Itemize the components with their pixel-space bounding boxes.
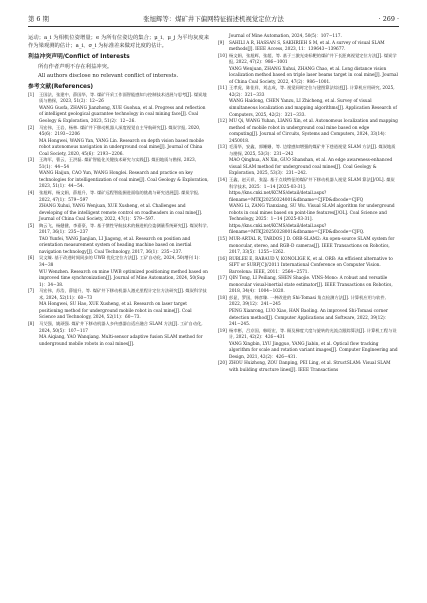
reference-entry xyxy=(218,361,399,374)
reference-entry xyxy=(28,289,209,322)
reference-text: 王国法，张建中，薛国华，等. 煤矿开采工作面智能感知与控制技术进展与思考[J]. 煤炭地质与勘探，2023, 51(2)：12−26 xyxy=(39,92,207,105)
reference-text: WANG Li, ZANG Tianxiang, SU Wu. Visual SLAM algorithm for underground robots in coal mines based on point-line features[J/OL]. Coal Science and Technology, 2025：1−14 [2025-03-31]. https://kns.cnki.net/KCMS/detail/detail.aspx?filename=MTKJ20250328001&dbname=CJFD&dbcode=CJFQ. xyxy=(229,204,395,236)
reference-entry xyxy=(218,276,399,296)
reference-number: [3] xyxy=(28,158,35,164)
reference-text: 马宏伟，苏浩，薛旭升，等. 煤矿井下移动机器人激光里程计定位方法研究[J]. 煤炭科学技术, 2024, 52(11)：60−73 xyxy=(39,289,207,301)
reference-entry xyxy=(218,119,399,145)
reference-text: 陶云飞，杨健健，李嘉豪，等. 基于惯性导航技术的掘进机位姿测量系统研究[J]. 煤炭科学, 2017, 36(1)：235−237 xyxy=(39,223,209,236)
reference-number: [16] xyxy=(218,256,227,262)
reference-number: [10] xyxy=(218,53,227,59)
reference-entry xyxy=(28,322,209,348)
reference-number: [7] xyxy=(28,289,35,295)
reference-entry xyxy=(28,93,209,126)
reference-number: [18] xyxy=(218,295,227,301)
reference-number: [17] xyxy=(218,276,227,282)
reference-entry xyxy=(28,224,209,257)
reference-text: MAO Qinghua, AN Xin, GUO Shanshan, et al. An edge awareness-enhanced visual SLAM method for underground coal mines[J]. Coal Geology & Exploration, 2025, 53(3)：231−242. xyxy=(229,158,393,177)
reference-text: MA Aiqiang, YAO Wanqiang. Multi-sensor adaptive fusion SLAM method for underground mobile robots in coal mines[J]. xyxy=(39,335,203,347)
reference-text: 彭显，罗国，韩彦臻. 一种改进的 Shi-Tomasi 角点检测方法[J]. 计算机应用与软件, 2022, 39(12)：241−245 xyxy=(229,295,386,308)
reference-text: WANG Guofa, ZHANG Jianzhong, XUE Guohua, et al. Progress and reflection of intelligent geological guarantee technology in coal mining face[J]. Coal Geology & Exploration, 2023, 51(2)：12−26. xyxy=(39,105,206,124)
reference-text: TAO Yunfei, YANG Jianjian, LI Jiagong, et al. Research on position and orientation measurement system of heading machine based on inertial navigation technology[J]. Coal Technology, 2017, 36(1)：235−237. xyxy=(39,236,192,255)
reference-text: 毛清华，安鑫，郭姗姗，等. 边缘感知增强的煤矿井下巷道视觉 SLAM 方法[J]. 煤炭地质与勘探, 2025, 53(3)：231−242 xyxy=(229,145,396,157)
reference-number: [5] xyxy=(28,223,35,229)
reference-entry xyxy=(28,126,209,159)
reference-number: [2] xyxy=(28,125,35,131)
reference-number: [9] xyxy=(218,40,225,46)
running-header xyxy=(28,13,399,27)
reference-entry xyxy=(218,86,399,119)
reference-entry xyxy=(218,257,399,277)
reference-text: MUR-ARTAL R, TARDOS J D. ORB-SLAM2: An open-source SLAM system for monocular, stereo, and RGB-D cameras[J]. IEEE Transactions on Robotics, 2017, 33(5)：1255−1262. xyxy=(229,236,395,256)
reference-entry xyxy=(218,237,399,257)
reference-text: 马宏伟，王岩，杨林. 煤矿井下移动机器人深度视觉自主导航研究[J]. 煤炭学报, 2020, 45(6)：2193−2206 xyxy=(39,125,201,138)
reference-number: [19] xyxy=(218,328,227,334)
reference-entry xyxy=(28,158,209,191)
references-list-right xyxy=(218,34,399,374)
reference-text: 王孝虎，陈佳祥，刘志成，等. 视觉同时定位与建图算法综述[J]. 计算机应用研究, 2025, 42(2)：321−333 xyxy=(229,86,395,98)
reference-entry xyxy=(218,145,399,178)
reference-number: [20] xyxy=(218,361,227,367)
conflict-heading: 利益冲突声明/Conflict of Interests xyxy=(28,54,130,61)
right-column xyxy=(218,34,399,374)
reference-text: MU Qi, WANG Yuhan, LIANG Xin, et al. Autonomous localization and mapping method of mobile robot in underground coal mine based on edge computing[J]. Journal of Circuits, Systems and Computers, 2024, 33(14)：2450018. xyxy=(229,119,398,144)
reference-number: [12] xyxy=(218,119,227,125)
reference-text: Journal of Mine Automation, 2024, 50(5)：107−117. xyxy=(229,34,342,39)
reference-entry xyxy=(218,178,399,237)
reference-text: MA Hongwei, SU Hao, XUE Xusheng, et al. Research on laser target positioning method for underground mobile robot in coal mine[J]. Coal Science and Technology, 2024, 52(11)：60−73. xyxy=(39,302,192,321)
reference-text: 杨幸彬，吕京国，韩昭宏，等. 顾及梯度大度与旋转的光流点跟踪算法[J]. 计算机工程与设计, 2021, 42(2)：426−431 xyxy=(229,328,397,341)
reference-number: [11] xyxy=(218,86,227,92)
reference-entry xyxy=(218,329,399,362)
page-number: · 269 · xyxy=(378,15,399,23)
reference-text: 王鑫，赵天祥，张温. 基于点线特征的煤矿井下移动机器人视觉 SLAM 算法[J/OL]. 煤炭科学技术, 2025：1−14 [2025-03-31]. https://kns.cnki.net/KCMS/detail/detail.aspx?filename=MTKJ20250324001&dbname=CJFD&dbcode=CJFQ xyxy=(229,178,395,203)
left-column xyxy=(28,34,209,348)
reference-text: 杨文娟，张旭辉，张超，等. 基于三激光束标靶的煤矿井下长距离视觉定位方法[J]. 煤炭学报, 2022, 47(2)：986−1001 xyxy=(229,53,397,66)
reference-text: RUBLEE E, RABAUD V, KONOLIGE K, et al. ORB: An efficient alternative to SIFT or SURF[C]//2011 International Conference on Computer Vision. Barcelona: IEEE, 2011：2564−2571. xyxy=(229,256,393,275)
references-heading: 参考文献(References) xyxy=(28,83,94,90)
reference-number: [14] xyxy=(218,178,227,184)
references-list-left xyxy=(28,93,209,348)
reference-number: [15] xyxy=(218,236,227,242)
reference-text: 吴文臻. 基于改进时间同步的 UWB 优化定位方法[J]. 工矿自动化, 2024, 50(增刊 1)：34−38 xyxy=(39,256,203,269)
intro-paragraph: 运动；a_i 为相机位姿增量；e 为所有位姿边的集合；μ_i、μ_j 为平均灰度来作为梁观测的估计；a_i、σ_i 为标准差来做对比度的估计。 xyxy=(28,35,209,50)
reference-text: ZHOU Huizhong, ZOU Danping, PEI Ling, et al. StructSLAM: Visual SLAM with building structure lines[J]. IEEE Transactions xyxy=(229,361,391,373)
reference-entry xyxy=(218,41,399,54)
reference-text: MA Hongwei, WANG Yan, YANG Lin. Research on depth vision based mobile robot autonomous navigation in underground coal mine[J]. Journal of China Coal Society, 2020, 45(6)：2193−2206. xyxy=(39,138,204,157)
reference-number: [8] xyxy=(28,321,35,327)
reference-number: [13] xyxy=(218,145,227,151)
reference-text: YANG Xingbin, LYU Jingguo, YANG Jiabin, et al. Optical flow tracking algorithm for scale and rotation variant images[J]. Computer Engineering and Design, 2021, 42(2)：426−431. xyxy=(229,341,398,360)
reference-text: PENG Xianrong, LUO Xiao, HAN Baoling. An improved Shi-Tomasi corner detection method[J]. Computer Applications and Software, 2022, 39(12)：241−245. xyxy=(229,308,389,328)
reference-text: WANG Haidong, CHEN Yanzu, LI Zhicheng, et al. Survey of visual simultaneous localization and mapping algorithms[J]. Application Research of Computers, 2025, 42(2)：321−333. xyxy=(229,99,397,118)
issue-number: 第 6 期 xyxy=(28,15,49,23)
reference-number: [1] xyxy=(28,92,35,98)
reference-text: 马艾强，姚顽强. 煤矿井下移动机器人多传感器自适应融合 SLAM 方法[J]. 工矿自动化, 2024, 50(5)：107−117 xyxy=(39,321,203,334)
reference-text: YANG Wenjuan, ZHANG Xuhui, ZHANG Chao, et al. Long distance vision localization method based on triple laser beams target in coal mine[J]. Journal of China Coal Society, 2022, 47(2)：986−1001. xyxy=(229,66,398,85)
reference-text: 张旭辉，杨文娟，薛旭升，等. 煤矿远程智能掘进面临的挑战与研究进展[J]. 煤炭学报, 2022, 47(1)：579−597 xyxy=(39,191,200,203)
reference-text: 王海军，曹云，王洪磊. 煤矿智能化关键技术研究与实践[J]. 煤田地质与勘探, 2023, 51(1)：44−54 xyxy=(39,158,197,170)
reference-number: [4] xyxy=(28,191,35,197)
reference-text: QIN Tong, LI Peiliang, SHEN Shaojie. VINS-Mono: A robust and versatile monocular visual-inertial state estimator[J]. IEEE Transactions on Robotics, 2018, 34(4)：1004−1020. xyxy=(229,276,393,295)
reference-text: SAHILI A R, HASSAN S, SAKHRIEH S M, et al. A survey of visual SLAM methods[J]. IEEE Access, 2023, 11：139643−139677. xyxy=(229,40,385,53)
reference-text: WANG Haijun, CAO Yun, WANG Honglei. Research and practice on key technologies for intelligentization of coal mine[J]. Coal Geology & Exploration, 2023, 51(1)：44−54. xyxy=(39,171,209,190)
reference-entry xyxy=(28,256,209,289)
conflict-statement-zh: 所有作者声明不存在利益冲突。 xyxy=(38,64,113,71)
reference-number: [6] xyxy=(28,256,35,262)
conflict-statement-en: All authors disclose no relevant conflict of interests. xyxy=(38,72,179,79)
reference-text: ZHANG Xuhui, YANG Wenjuan, XUE Xusheng, et al. Challenges and developing of the intelligent remote control on roadheaders in coal mine[J]. Journal of China Coal Society, 2022, 47(1)：579−597. xyxy=(39,204,203,223)
reference-entry xyxy=(218,54,399,87)
reference-text: WU Wenzhen. Research on mine UWB optimized positioning method based on improved time synchronization[J]. Journal of Mine Automation, 2024, 50(Sup 1)：34−38. xyxy=(39,269,208,288)
reference-entry xyxy=(218,296,399,329)
reference-entry xyxy=(28,191,209,224)
running-title: 张旭辉等：煤矿井下偏网特征描述机视觉定位方法 xyxy=(143,15,284,23)
